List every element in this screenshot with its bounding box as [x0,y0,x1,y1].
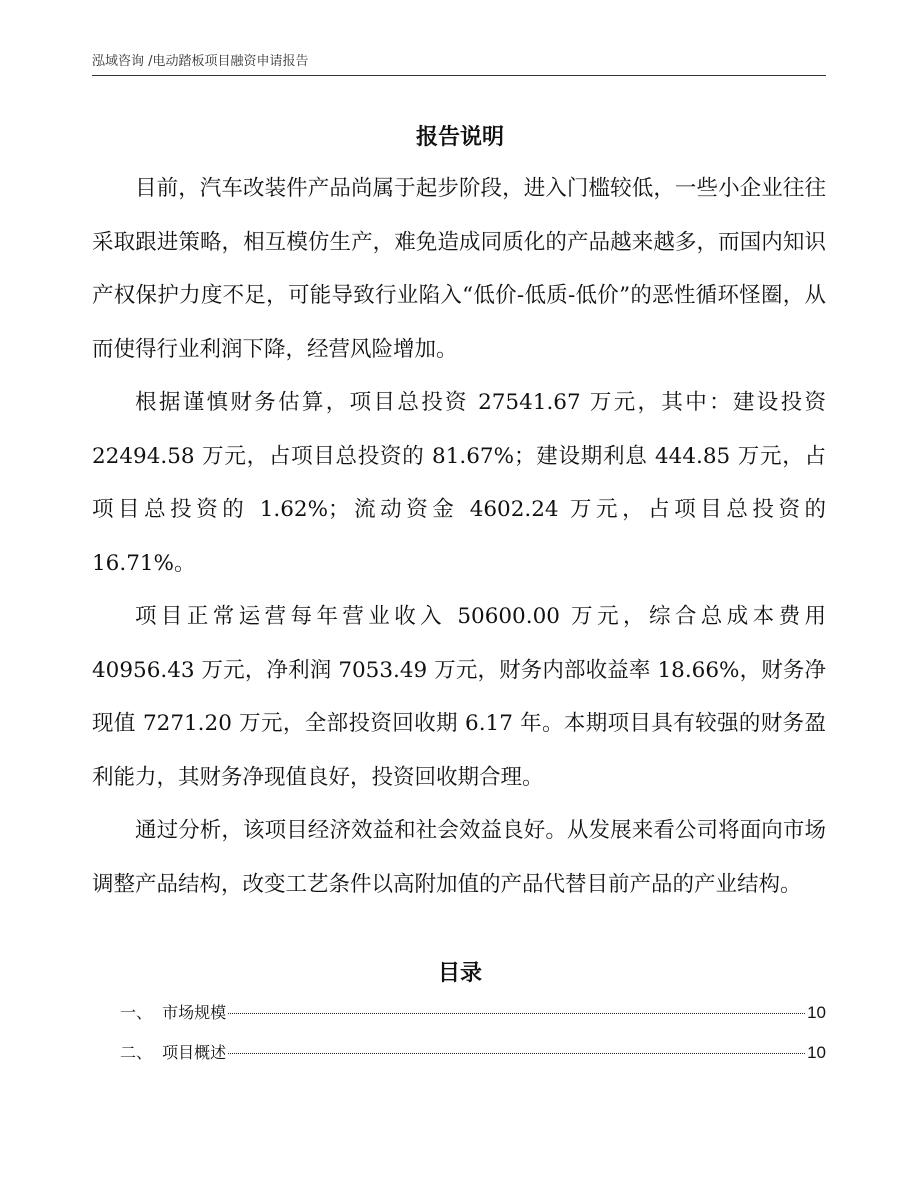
report-title: 报告说明 [415,125,504,150]
paragraph-1: 目前，汽车改装件产品尚属于起步阶段，进入门槛较低，一些小企业往往采取跟进策略，相互模仿生产，难免造成同质化的产品越来越多，而国内知识产权保护力度不足，可能导致行业陷入“低价-低质-低价”的恶性循环怪圈，从而使得行业利润下降，经营风险增加。 [92,176,826,362]
table-of-contents [92,1000,826,1080]
toc-item-page: 10 [807,1043,826,1062]
paragraph-3: 项目正常运营每年营业收入 50600.00 万元，综合总成本费用 40956.43 万元，净利润 7053.49 万元，财务内部收益率 18.66%，财务净现值 7271.20 万元，全部投资回收期 6.17 年。本期项目具有较强的财务盈利能力，其财务净现值良好，投资回收期合理。 [92,604,826,790]
paragraph-2: 根据谨慎财务估算，项目总投资 27541.67 万元，其中：建设投资 22494.58 万元，占项目总投资的 81.67%；建设期利息 444.85 万元，占项目总投资的 1.62%；流动资金 4602.24 万元，占项目总投资的 16.71%。 [92,390,826,576]
paragraph-4: 通过分析，该项目经济效益和社会效益良好。从发展来看公司将面向市场调整产品结构，改变工艺条件以高附加值的产品代替目前产品的产业结构。 [92,818,826,897]
toc-dot-leader [228,1013,805,1014]
report-body [92,162,826,911]
page-header: 泓域咨询 /电动踏板项目融资申请报告 [92,50,826,76]
toc-item-label: 二、 项目概述 [120,1043,227,1062]
toc-item[interactable] [92,1040,826,1080]
toc-item-label: 一、 市场规模 [120,1003,227,1022]
toc-item[interactable] [92,1000,826,1040]
toc-title: 目录 [437,961,482,986]
toc-dot-leader [228,1053,805,1054]
toc-item-page: 10 [807,1003,826,1022]
